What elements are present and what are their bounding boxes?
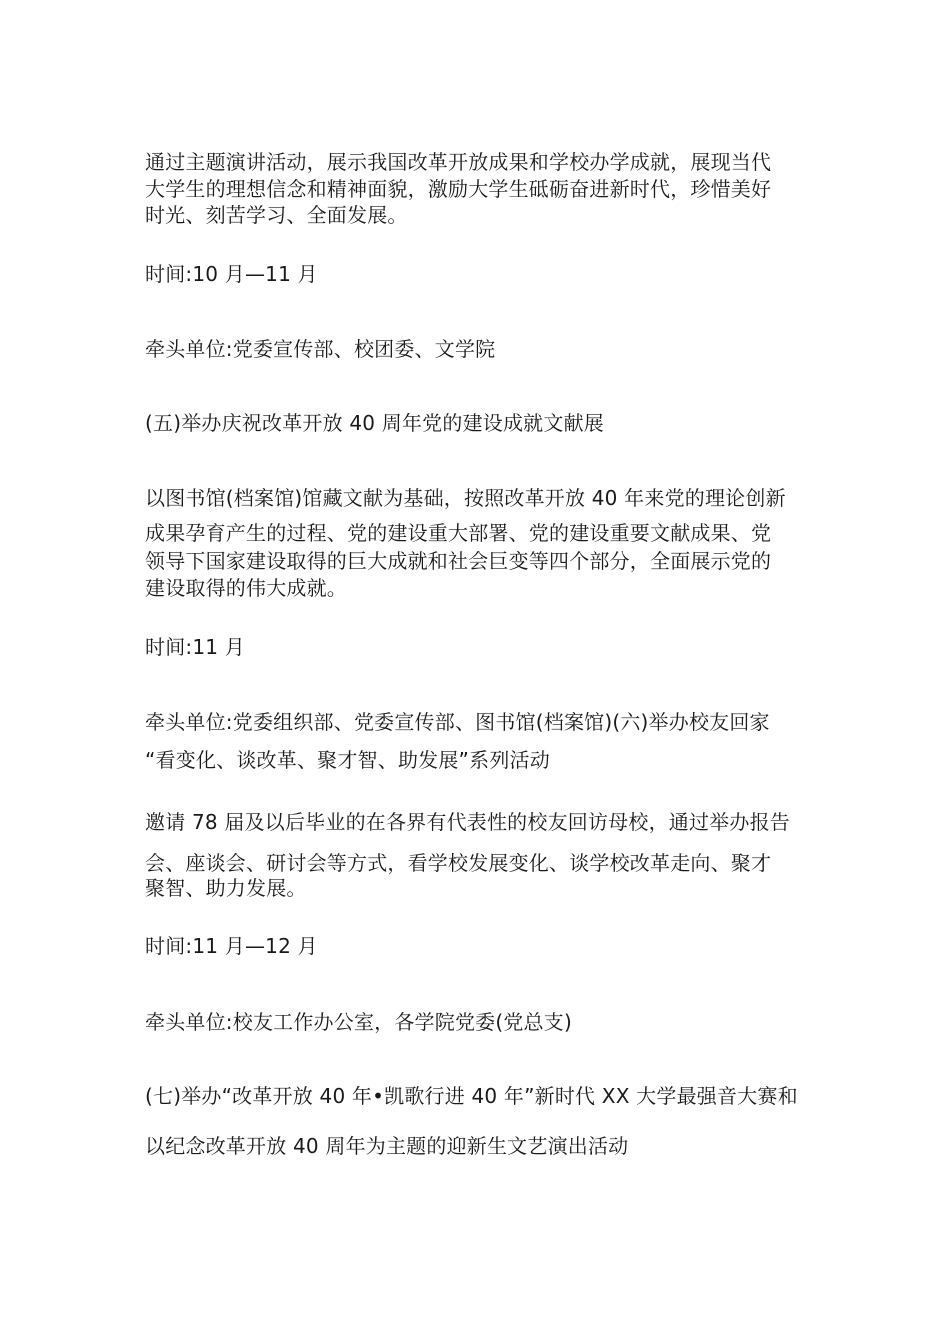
paragraph-line: 大学生的理想信念和精神面貌，激励大学生砥砺奋进新时代，珍惜美好	[145, 177, 772, 201]
paragraph-line: 时光、刻苦学习、全面发展。	[145, 203, 408, 227]
paragraph-line: 建设取得的伟大成就。	[145, 576, 347, 600]
paragraph-line: 领导下国家建设取得的巨大成就和社会巨变等四个部分，全面展示党的	[145, 549, 772, 573]
lead-unit-line: 牵头单位:党委宣传部、校团委、文学院	[145, 337, 496, 361]
section-heading: “看变化、谈改革、聚才智、助发展”系列活动	[145, 748, 550, 772]
time-line: 时间:10 月—11 月	[145, 262, 318, 286]
time-line: 时间:11 月	[145, 635, 245, 659]
paragraph-line: 成果孕育产生的过程、党的建设重大部署、党的建设重要文献成果、党	[145, 521, 772, 545]
lead-unit-line: 牵头单位:校友工作办公室，各学院党委(党总支)	[145, 1010, 572, 1034]
section-heading: (七)举办“改革开放 40 年•凯歌行进 40 年”新时代 XX 大学最强音大赛和	[145, 1084, 798, 1108]
paragraph-line: 邀请 78 届及以后毕业的在各界有代表性的校友回访母校，通过举办报告	[145, 810, 790, 834]
paragraph-line: 聚智、助力发展。	[145, 876, 307, 900]
section-heading: 以纪念改革开放 40 周年为主题的迎新生文艺演出活动	[145, 1134, 629, 1158]
section-heading: (五)举办庆祝改革开放 40 周年党的建设成就文献展	[145, 411, 604, 435]
lead-unit-line: 牵头单位:党委组织部、党委宣传部、图书馆(档案馆)(六)举办校友回家	[145, 710, 770, 734]
paragraph-line: 以图书馆(档案馆)馆藏文献为基础，按照改革开放 40 年来党的理论创新	[145, 486, 786, 510]
paragraph-line: 会、座谈会、研讨会等方式，看学校发展变化、谈学校改革走向、聚才	[145, 851, 772, 875]
paragraph-line: 通过主题演讲活动，展示我国改革开放成果和学校办学成就，展现当代	[145, 150, 772, 174]
time-line: 时间:11 月—12 月	[145, 934, 318, 958]
